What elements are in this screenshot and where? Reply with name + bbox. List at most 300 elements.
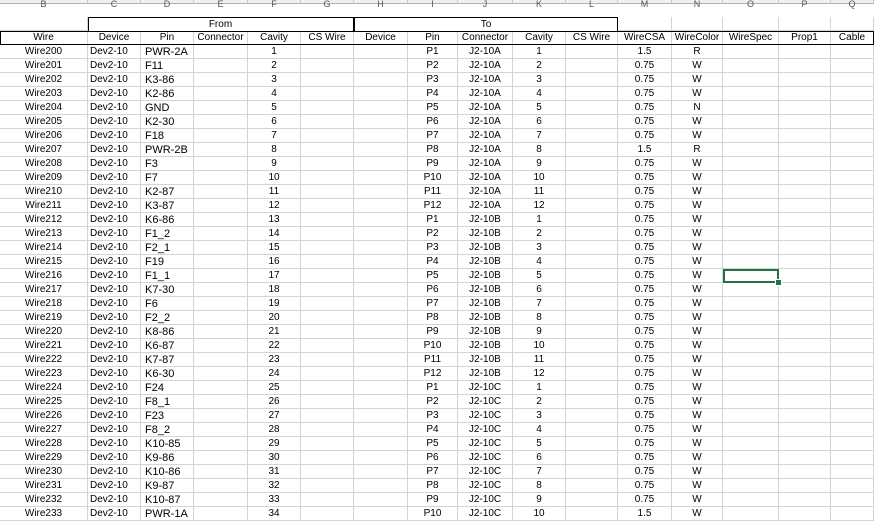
cell-to-device[interactable] xyxy=(354,213,408,227)
cell-from-pin[interactable]: PWR-2B xyxy=(141,143,194,157)
cell-to-connector[interactable]: J2-10B xyxy=(458,255,513,269)
cell-prop1[interactable] xyxy=(779,115,831,129)
cell-to-connector[interactable]: J2-10B xyxy=(458,241,513,255)
cell-wire[interactable]: Wire225 xyxy=(0,395,88,409)
cell-from-cs-wire[interactable] xyxy=(301,395,354,409)
cell-to-cavity[interactable]: 1 xyxy=(513,213,566,227)
cell-to-device[interactable] xyxy=(354,227,408,241)
cell-cable[interactable] xyxy=(831,199,874,213)
header-from-cavity[interactable]: Cavity xyxy=(248,31,301,45)
cell-from-pin[interactable]: K6-86 xyxy=(141,213,194,227)
cell-wire[interactable]: Wire222 xyxy=(0,353,88,367)
cell-to-connector[interactable]: J2-10A xyxy=(458,87,513,101)
cell-wire-color[interactable]: W xyxy=(672,115,723,129)
header-from-pin[interactable]: Pin xyxy=(141,31,194,45)
cell-wire-spec[interactable] xyxy=(723,199,779,213)
cell-wire-spec[interactable] xyxy=(723,241,779,255)
cell-wire-csa[interactable]: 1.5 xyxy=(618,507,672,521)
cell-cable[interactable] xyxy=(831,409,874,423)
cell-to-pin[interactable]: P4 xyxy=(408,255,458,269)
cell-from-cavity[interactable]: 8 xyxy=(248,143,301,157)
cell-cable[interactable] xyxy=(831,367,874,381)
cell-to-cavity[interactable]: 12 xyxy=(513,367,566,381)
cell-wire-color[interactable]: W xyxy=(672,269,723,283)
cell-wire-color[interactable]: W xyxy=(672,199,723,213)
cell-cable[interactable] xyxy=(831,479,874,493)
cell-to-connector[interactable]: J2-10A xyxy=(458,143,513,157)
cell-wire-color[interactable]: W xyxy=(672,59,723,73)
cell-to-cavity[interactable]: 5 xyxy=(513,269,566,283)
cell-wire-color[interactable]: W xyxy=(672,353,723,367)
cell-cable[interactable] xyxy=(831,423,874,437)
column-letter-j[interactable]: J xyxy=(458,0,513,4)
cell-wire-color[interactable]: W xyxy=(672,479,723,493)
cell-from-cavity[interactable]: 17 xyxy=(248,269,301,283)
cell-prop1[interactable] xyxy=(779,353,831,367)
column-letter-m[interactable]: M xyxy=(618,0,672,4)
column-letter-d[interactable]: D xyxy=(141,0,194,4)
cell-from-pin[interactable]: K10-86 xyxy=(141,465,194,479)
cell-to-pin[interactable]: P10 xyxy=(408,339,458,353)
cell-from-pin[interactable]: F1_2 xyxy=(141,227,194,241)
cell-from-connector[interactable] xyxy=(194,199,248,213)
cell-to-cavity[interactable]: 2 xyxy=(513,227,566,241)
cell-from-cavity[interactable]: 6 xyxy=(248,115,301,129)
cell-to-cs-wire[interactable] xyxy=(566,409,618,423)
cell-to-connector[interactable]: J2-10A xyxy=(458,45,513,59)
cell-wire-spec[interactable] xyxy=(723,367,779,381)
cell-from-device[interactable]: Dev2-10 xyxy=(88,381,141,395)
cell-from-cs-wire[interactable] xyxy=(301,507,354,521)
cell-from-cs-wire[interactable] xyxy=(301,325,354,339)
cell-from-cavity[interactable]: 32 xyxy=(248,479,301,493)
cell-from-device[interactable]: Dev2-10 xyxy=(88,283,141,297)
cell-to-cavity[interactable]: 7 xyxy=(513,297,566,311)
column-letter-l[interactable]: L xyxy=(566,0,618,4)
cell-from-cavity[interactable]: 26 xyxy=(248,395,301,409)
cell-to-pin[interactable]: P9 xyxy=(408,493,458,507)
cell-wire-csa[interactable]: 0.75 xyxy=(618,101,672,115)
cell-from-cs-wire[interactable] xyxy=(301,129,354,143)
cell-to-pin[interactable]: P12 xyxy=(408,199,458,213)
cell-wire[interactable]: Wire224 xyxy=(0,381,88,395)
cell-from-cs-wire[interactable] xyxy=(301,465,354,479)
cell-from-device[interactable]: Dev2-10 xyxy=(88,199,141,213)
cell-to-cs-wire[interactable] xyxy=(566,339,618,353)
cell-from-cs-wire[interactable] xyxy=(301,451,354,465)
cell-cable[interactable] xyxy=(831,297,874,311)
column-letter-e[interactable]: E xyxy=(194,0,248,4)
cell-wire[interactable]: Wire205 xyxy=(0,115,88,129)
cell-prop1[interactable] xyxy=(779,311,831,325)
cell-cable[interactable] xyxy=(831,213,874,227)
cell-from-device[interactable]: Dev2-10 xyxy=(88,213,141,227)
header-to-connector[interactable]: Connector xyxy=(458,31,513,45)
cell-from-device[interactable]: Dev2-10 xyxy=(88,45,141,59)
cell-wire-spec[interactable] xyxy=(723,311,779,325)
cell-wire-csa[interactable]: 0.75 xyxy=(618,59,672,73)
cell-wire-spec[interactable] xyxy=(723,437,779,451)
cell-cable[interactable] xyxy=(831,129,874,143)
cell-to-device[interactable] xyxy=(354,367,408,381)
cell-prop1[interactable] xyxy=(779,59,831,73)
cell-from-pin[interactable]: F8_1 xyxy=(141,395,194,409)
cell-from-device[interactable]: Dev2-10 xyxy=(88,339,141,353)
cell-wire[interactable]: Wire228 xyxy=(0,437,88,451)
cell-wire-csa[interactable]: 0.75 xyxy=(618,199,672,213)
cell-cable[interactable] xyxy=(831,381,874,395)
cell-to-device[interactable] xyxy=(354,339,408,353)
cell-to-cs-wire[interactable] xyxy=(566,143,618,157)
cell-to-cs-wire[interactable] xyxy=(566,325,618,339)
cell-to-connector[interactable]: J2-10C xyxy=(458,493,513,507)
cell-from-pin[interactable]: F1_1 xyxy=(141,269,194,283)
cell-from-cavity[interactable]: 29 xyxy=(248,437,301,451)
cell-wire-spec[interactable] xyxy=(723,59,779,73)
cell-to-cavity[interactable]: 4 xyxy=(513,255,566,269)
cell-cable[interactable] xyxy=(831,143,874,157)
cell-from-cs-wire[interactable] xyxy=(301,73,354,87)
cell-cable[interactable] xyxy=(831,59,874,73)
cell-from-connector[interactable] xyxy=(194,493,248,507)
cell-wire-csa[interactable]: 0.75 xyxy=(618,381,672,395)
cell-from-pin[interactable]: K6-87 xyxy=(141,339,194,353)
cell-to-device[interactable] xyxy=(354,451,408,465)
cell-cable[interactable] xyxy=(831,353,874,367)
cell-cable[interactable] xyxy=(831,101,874,115)
cell-to-cs-wire[interactable] xyxy=(566,367,618,381)
cell-from-connector[interactable] xyxy=(194,283,248,297)
cell-to-cs-wire[interactable] xyxy=(566,395,618,409)
cell-to-device[interactable] xyxy=(354,59,408,73)
cell-to-pin[interactable]: P2 xyxy=(408,395,458,409)
cell-from-cavity[interactable]: 31 xyxy=(248,465,301,479)
cell-wire-csa[interactable]: 0.75 xyxy=(618,451,672,465)
cell-from-pin[interactable]: F6 xyxy=(141,297,194,311)
cell-from-cs-wire[interactable] xyxy=(301,185,354,199)
cell-from-pin[interactable]: PWR-2A xyxy=(141,45,194,59)
cell-from-cs-wire[interactable] xyxy=(301,199,354,213)
cell-to-device[interactable] xyxy=(354,353,408,367)
cell-from-connector[interactable] xyxy=(194,381,248,395)
cell-wire-csa[interactable]: 0.75 xyxy=(618,311,672,325)
cell-prop1[interactable] xyxy=(779,381,831,395)
cell-from-connector[interactable] xyxy=(194,45,248,59)
group-header-cell[interactable] xyxy=(618,17,672,31)
cell-from-cavity[interactable]: 16 xyxy=(248,255,301,269)
cell-to-cs-wire[interactable] xyxy=(566,185,618,199)
column-letter-k[interactable]: K xyxy=(513,0,566,4)
cell-wire-spec[interactable] xyxy=(723,115,779,129)
cell-from-cs-wire[interactable] xyxy=(301,45,354,59)
cell-to-cavity[interactable]: 6 xyxy=(513,283,566,297)
cell-wire-csa[interactable]: 1.5 xyxy=(618,143,672,157)
cell-to-connector[interactable]: J2-10B xyxy=(458,227,513,241)
cell-to-connector[interactable]: J2-10C xyxy=(458,395,513,409)
cell-to-cs-wire[interactable] xyxy=(566,451,618,465)
cell-from-connector[interactable] xyxy=(194,339,248,353)
cell-to-device[interactable] xyxy=(354,241,408,255)
cell-wire-spec[interactable] xyxy=(723,479,779,493)
cell-to-connector[interactable]: J2-10A xyxy=(458,73,513,87)
cell-to-cs-wire[interactable] xyxy=(566,227,618,241)
cell-from-pin[interactable]: K6-30 xyxy=(141,367,194,381)
cell-cable[interactable] xyxy=(831,171,874,185)
cell-to-pin[interactable]: P9 xyxy=(408,157,458,171)
cell-to-connector[interactable]: J2-10C xyxy=(458,465,513,479)
cell-to-cavity[interactable]: 9 xyxy=(513,325,566,339)
cell-to-pin[interactable]: P3 xyxy=(408,409,458,423)
cell-from-cavity[interactable]: 7 xyxy=(248,129,301,143)
cell-prop1[interactable] xyxy=(779,269,831,283)
cell-to-cs-wire[interactable] xyxy=(566,241,618,255)
cell-wire[interactable]: Wire229 xyxy=(0,451,88,465)
cell-from-device[interactable]: Dev2-10 xyxy=(88,409,141,423)
cell-from-pin[interactable]: K2-30 xyxy=(141,115,194,129)
cell-to-cs-wire[interactable] xyxy=(566,269,618,283)
cell-wire[interactable]: Wire204 xyxy=(0,101,88,115)
cell-from-cs-wire[interactable] xyxy=(301,269,354,283)
cell-wire-spec[interactable] xyxy=(723,213,779,227)
cell-to-cs-wire[interactable] xyxy=(566,437,618,451)
cell-to-device[interactable] xyxy=(354,381,408,395)
cell-from-device[interactable]: Dev2-10 xyxy=(88,129,141,143)
cell-to-cavity[interactable]: 5 xyxy=(513,101,566,115)
cell-from-connector[interactable] xyxy=(194,115,248,129)
cell-to-cavity[interactable]: 10 xyxy=(513,171,566,185)
cell-wire-color[interactable]: W xyxy=(672,87,723,101)
cell-wire-color[interactable]: W xyxy=(672,507,723,521)
cell-to-cavity[interactable]: 5 xyxy=(513,437,566,451)
cell-from-connector[interactable] xyxy=(194,269,248,283)
cell-from-pin[interactable]: K3-86 xyxy=(141,73,194,87)
cell-to-pin[interactable]: P6 xyxy=(408,115,458,129)
cell-from-connector[interactable] xyxy=(194,185,248,199)
cell-wire[interactable]: Wire220 xyxy=(0,325,88,339)
cell-to-pin[interactable]: P9 xyxy=(408,325,458,339)
cell-to-device[interactable] xyxy=(354,311,408,325)
cell-wire[interactable]: Wire207 xyxy=(0,143,88,157)
cell-wire-spec[interactable] xyxy=(723,465,779,479)
cell-from-cavity[interactable]: 27 xyxy=(248,409,301,423)
cell-wire[interactable]: Wire216 xyxy=(0,269,88,283)
cell-wire-csa[interactable]: 0.75 xyxy=(618,297,672,311)
cell-wire-csa[interactable]: 0.75 xyxy=(618,283,672,297)
cell-to-cavity[interactable]: 10 xyxy=(513,507,566,521)
cell-from-pin[interactable]: F2_2 xyxy=(141,311,194,325)
cell-to-cs-wire[interactable] xyxy=(566,311,618,325)
cell-wire-color[interactable]: W xyxy=(672,423,723,437)
cell-from-cs-wire[interactable] xyxy=(301,311,354,325)
cell-from-cavity[interactable]: 5 xyxy=(248,101,301,115)
cell-to-device[interactable] xyxy=(354,143,408,157)
cell-wire-csa[interactable]: 0.75 xyxy=(618,493,672,507)
cell-wire-color[interactable]: W xyxy=(672,73,723,87)
cell-from-connector[interactable] xyxy=(194,465,248,479)
cell-wire-csa[interactable]: 0.75 xyxy=(618,227,672,241)
cell-to-pin[interactable]: P4 xyxy=(408,423,458,437)
cell-wire-color[interactable]: W xyxy=(672,437,723,451)
cell-to-cavity[interactable]: 3 xyxy=(513,409,566,423)
cell-prop1[interactable] xyxy=(779,171,831,185)
cell-cable[interactable] xyxy=(831,73,874,87)
cell-from-device[interactable]: Dev2-10 xyxy=(88,395,141,409)
cell-to-cavity[interactable]: 3 xyxy=(513,241,566,255)
cell-to-pin[interactable]: P11 xyxy=(408,185,458,199)
cell-from-cs-wire[interactable] xyxy=(301,353,354,367)
cell-from-pin[interactable]: K10-85 xyxy=(141,437,194,451)
cell-to-cavity[interactable]: 2 xyxy=(513,395,566,409)
cell-from-device[interactable]: Dev2-10 xyxy=(88,227,141,241)
cell-from-cavity[interactable]: 30 xyxy=(248,451,301,465)
cell-wire-color[interactable]: N xyxy=(672,101,723,115)
cell-from-connector[interactable] xyxy=(194,171,248,185)
cell-to-cavity[interactable]: 6 xyxy=(513,451,566,465)
group-header-cell[interactable] xyxy=(779,17,831,31)
cell-prop1[interactable] xyxy=(779,493,831,507)
cell-wire-spec[interactable] xyxy=(723,339,779,353)
cell-to-cs-wire[interactable] xyxy=(566,199,618,213)
cell-from-connector[interactable] xyxy=(194,423,248,437)
cell-from-pin[interactable]: K2-87 xyxy=(141,185,194,199)
column-letter-o[interactable]: O xyxy=(723,0,779,4)
cell-wire-color[interactable]: R xyxy=(672,143,723,157)
cell-to-device[interactable] xyxy=(354,479,408,493)
cell-to-pin[interactable]: P10 xyxy=(408,507,458,521)
cell-to-cavity[interactable]: 11 xyxy=(513,185,566,199)
cell-from-pin[interactable]: F23 xyxy=(141,409,194,423)
cell-to-connector[interactable]: J2-10B xyxy=(458,367,513,381)
cell-prop1[interactable] xyxy=(779,367,831,381)
cell-wire-color[interactable]: W xyxy=(672,255,723,269)
cell-to-pin[interactable]: P2 xyxy=(408,59,458,73)
cell-from-pin[interactable]: F18 xyxy=(141,129,194,143)
cell-from-cavity[interactable]: 33 xyxy=(248,493,301,507)
cell-to-connector[interactable]: J2-10C xyxy=(458,507,513,521)
cell-to-device[interactable] xyxy=(354,269,408,283)
cell-to-connector[interactable]: J2-10C xyxy=(458,381,513,395)
cell-to-pin[interactable]: P3 xyxy=(408,73,458,87)
cell-to-connector[interactable]: J2-10C xyxy=(458,409,513,423)
cell-from-cs-wire[interactable] xyxy=(301,339,354,353)
cell-prop1[interactable] xyxy=(779,507,831,521)
header-from-cs-wire[interactable]: CS Wire xyxy=(301,31,354,45)
cell-prop1[interactable] xyxy=(779,73,831,87)
cell-from-device[interactable]: Dev2-10 xyxy=(88,479,141,493)
cell-wire-csa[interactable]: 0.75 xyxy=(618,465,672,479)
cell-from-cs-wire[interactable] xyxy=(301,423,354,437)
group-header-cell[interactable] xyxy=(0,17,88,31)
cell-from-cavity[interactable]: 34 xyxy=(248,507,301,521)
cell-to-device[interactable] xyxy=(354,87,408,101)
cell-to-cavity[interactable]: 4 xyxy=(513,423,566,437)
cell-from-cs-wire[interactable] xyxy=(301,143,354,157)
cell-to-cavity[interactable]: 8 xyxy=(513,143,566,157)
cell-prop1[interactable] xyxy=(779,479,831,493)
cell-to-connector[interactable]: J2-10B xyxy=(458,353,513,367)
cell-prop1[interactable] xyxy=(779,87,831,101)
cell-wire-spec[interactable] xyxy=(723,143,779,157)
cell-to-cs-wire[interactable] xyxy=(566,465,618,479)
cell-from-cs-wire[interactable] xyxy=(301,157,354,171)
cell-wire[interactable]: Wire217 xyxy=(0,283,88,297)
cell-to-device[interactable] xyxy=(354,115,408,129)
cell-cable[interactable] xyxy=(831,157,874,171)
cell-to-device[interactable] xyxy=(354,325,408,339)
cell-cable[interactable] xyxy=(831,255,874,269)
cell-wire-spec[interactable] xyxy=(723,185,779,199)
cell-from-device[interactable]: Dev2-10 xyxy=(88,353,141,367)
cell-to-cavity[interactable]: 10 xyxy=(513,339,566,353)
cell-from-cavity[interactable]: 12 xyxy=(248,199,301,213)
cell-from-device[interactable]: Dev2-10 xyxy=(88,241,141,255)
cell-wire-color[interactable]: W xyxy=(672,465,723,479)
cell-wire-spec[interactable] xyxy=(723,451,779,465)
cell-cable[interactable] xyxy=(831,115,874,129)
cell-to-pin[interactable]: P5 xyxy=(408,101,458,115)
cell-from-cs-wire[interactable] xyxy=(301,213,354,227)
cell-to-device[interactable] xyxy=(354,45,408,59)
cell-wire[interactable]: Wire215 xyxy=(0,255,88,269)
cell-wire-csa[interactable]: 0.75 xyxy=(618,73,672,87)
cell-from-pin[interactable]: F8_2 xyxy=(141,423,194,437)
cell-to-connector[interactable]: J2-10A xyxy=(458,101,513,115)
cell-from-cavity[interactable]: 10 xyxy=(248,171,301,185)
cell-to-device[interactable] xyxy=(354,185,408,199)
cell-prop1[interactable] xyxy=(779,241,831,255)
cell-from-connector[interactable] xyxy=(194,241,248,255)
cell-from-cs-wire[interactable] xyxy=(301,101,354,115)
cell-from-pin[interactable]: F3 xyxy=(141,157,194,171)
cell-prop1[interactable] xyxy=(779,255,831,269)
cell-to-cavity[interactable]: 11 xyxy=(513,353,566,367)
cell-wire[interactable]: Wire211 xyxy=(0,199,88,213)
cell-prop1[interactable] xyxy=(779,325,831,339)
cell-wire[interactable]: Wire231 xyxy=(0,479,88,493)
cell-wire-color[interactable]: R xyxy=(672,45,723,59)
cell-from-connector[interactable] xyxy=(194,325,248,339)
cell-from-connector[interactable] xyxy=(194,311,248,325)
cell-to-device[interactable] xyxy=(354,129,408,143)
cell-to-cs-wire[interactable] xyxy=(566,255,618,269)
cell-from-connector[interactable] xyxy=(194,213,248,227)
cell-to-connector[interactable]: J2-10B xyxy=(458,311,513,325)
header-wire-csa[interactable]: WireCSA xyxy=(618,31,672,45)
cell-to-connector[interactable]: J2-10A xyxy=(458,185,513,199)
cell-wire-color[interactable]: W xyxy=(672,297,723,311)
cell-from-pin[interactable]: K9-87 xyxy=(141,479,194,493)
cell-cable[interactable] xyxy=(831,451,874,465)
cell-from-device[interactable]: Dev2-10 xyxy=(88,423,141,437)
cell-to-pin[interactable]: P6 xyxy=(408,451,458,465)
cell-wire-color[interactable]: W xyxy=(672,227,723,241)
cell-prop1[interactable] xyxy=(779,157,831,171)
cell-to-cavity[interactable]: 12 xyxy=(513,199,566,213)
cell-to-connector[interactable]: J2-10A xyxy=(458,171,513,185)
cell-from-connector[interactable] xyxy=(194,507,248,521)
cell-from-cavity[interactable]: 3 xyxy=(248,73,301,87)
cell-to-cs-wire[interactable] xyxy=(566,479,618,493)
cell-to-cavity[interactable]: 1 xyxy=(513,381,566,395)
cell-to-cs-wire[interactable] xyxy=(566,493,618,507)
cell-to-cs-wire[interactable] xyxy=(566,381,618,395)
cell-from-cavity[interactable]: 14 xyxy=(248,227,301,241)
cell-wire-csa[interactable]: 0.75 xyxy=(618,269,672,283)
cell-to-connector[interactable]: J2-10B xyxy=(458,283,513,297)
cell-wire[interactable]: Wire213 xyxy=(0,227,88,241)
cell-wire-color[interactable]: W xyxy=(672,493,723,507)
cell-to-pin[interactable]: P4 xyxy=(408,87,458,101)
